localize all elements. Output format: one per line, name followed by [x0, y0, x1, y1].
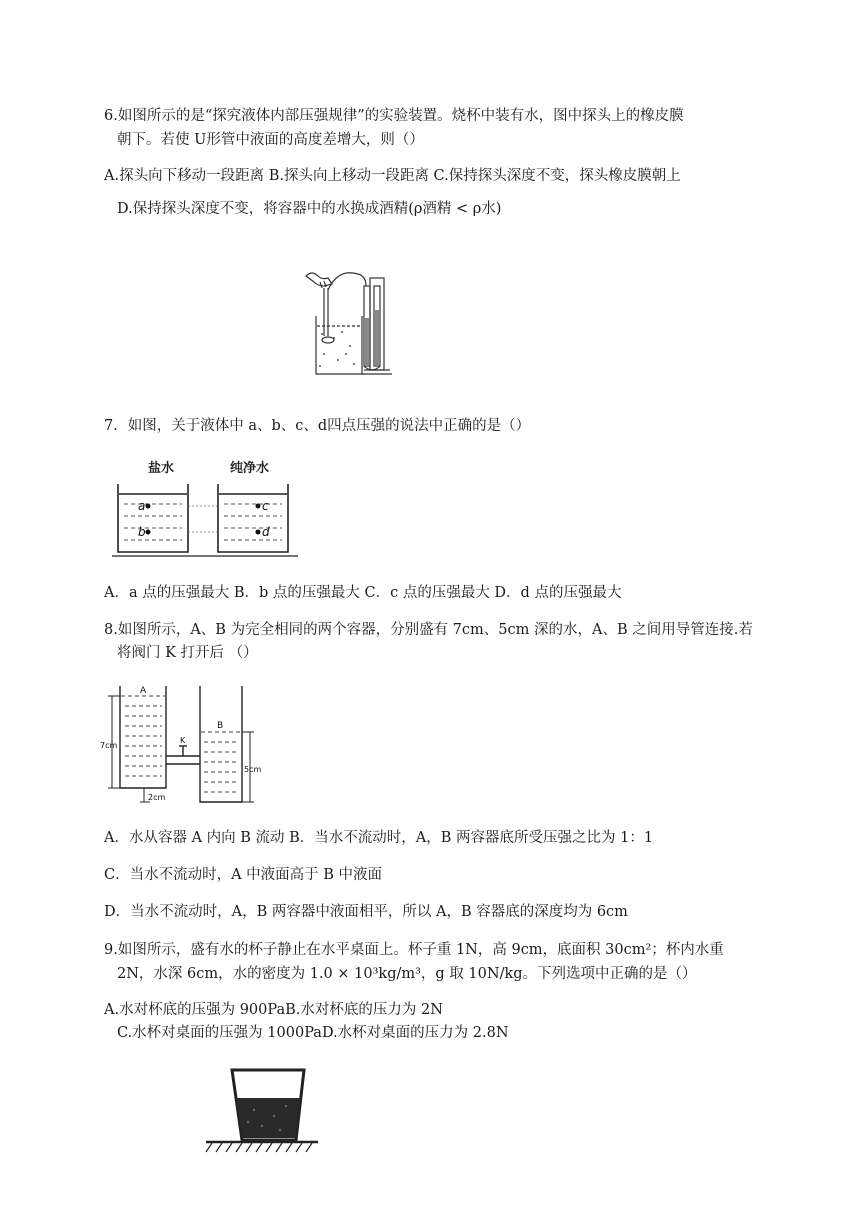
two-liquid-containers-figure — [112, 456, 312, 560]
q8-options-ab: A．水从容器 A 内向 B 流动 B．当水不流动时，A，B 两容器底所受压强之比为 1：1 — [104, 830, 654, 846]
dim-5cm-label: 5cm — [244, 765, 262, 774]
point-a-label: a — [138, 499, 146, 513]
q7-stem: 7．如图，关于液体中 a、b、c、d四点压强的说法中正确的是（） — [104, 418, 531, 434]
q6-stem-line1: 6.如图所示的是“探究液体内部压强规律”的实验装置。烧杯中装有水，图中探头上的橡皮膜 — [104, 108, 684, 124]
q6-options-abc: A.探头向下移动一段距离 B.探头向上移动一段距离 C.保持探头深度不变，探头橡皮膜朝上 — [104, 168, 681, 184]
q9-stem-line1: 9.如图所示，盛有水的杯子静止在水平桌面上。杯子重 1N，高 9cm，底面积 30cm²；杯内水重 — [104, 942, 724, 958]
point-d-label: d — [262, 525, 270, 539]
dim-7cm-label: 7cm — [100, 741, 118, 750]
label-pure-water: 纯净水 — [230, 461, 270, 476]
u-tube-manometer-figure — [298, 268, 398, 380]
q8-stem-line2: 将阀门 K 打开后 （） — [117, 645, 258, 661]
q8-option-c: C．当水不流动时，A 中液面高于 B 中液面 — [104, 867, 383, 883]
q6-option-d: D.保持探头深度不变，将容器中的水换成酒精(ρ酒精 < ρ水) — [117, 201, 502, 217]
q8-option-d: D．当水不流动时，A，B 两容器中液面相平，所以 A，B 容器底的深度均为 6cm — [104, 904, 628, 920]
container-b-label: B — [217, 721, 224, 731]
valve-k-label: K — [180, 736, 186, 745]
q9-options-cd: C.水杯对桌面的压强为 1000PaD.水杯对桌面的压力为 2.8N — [117, 1025, 509, 1041]
point-c-label: c — [262, 499, 269, 513]
q9-stem-line2: 2N，水深 6cm，水的密度为 1.0 × 10³kg/m³，g 取 10N/kg。下列选项中正确的是（） — [117, 966, 697, 982]
hand-icon — [306, 273, 332, 286]
point-b-label: b — [138, 525, 146, 539]
q7-options: A．a 点的压强最大 B．b 点的压强最大 C．c 点的压强最大 D．d 点的压强最大 — [104, 585, 622, 601]
q6-stem-line2: 朝下。若使 U形管中液面的高度差增大，则（） — [117, 132, 424, 148]
cup-on-table-figure — [204, 1066, 320, 1154]
q8-stem-line1: 8.如图所示，A、B 为完全相同的两个容器，分别盛有 7cm、5cm 深的水，A、B 之间用导管连接.若 — [104, 622, 753, 638]
label-salt-water: 盐水 — [148, 461, 175, 476]
dim-2cm-label: 2cm — [148, 793, 166, 802]
connected-containers-figure — [100, 684, 270, 808]
q9-options-ab: A.水对杯底的压强为 900PaB.水对杯底的压力为 2N — [104, 1002, 443, 1018]
container-a-label: A — [140, 686, 147, 696]
